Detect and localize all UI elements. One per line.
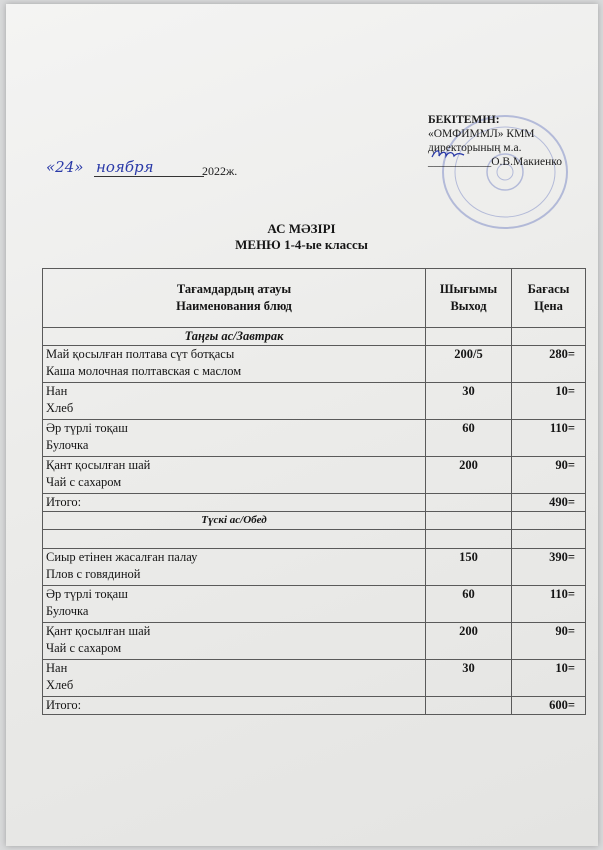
dish-name-cell xyxy=(43,586,426,623)
table-row xyxy=(43,586,586,623)
dish-name-ru: Каша молочная полтавская с маслом xyxy=(46,364,242,378)
dish-name-cell xyxy=(43,623,426,660)
table-row xyxy=(43,660,586,697)
dish-name-ru: Булочка xyxy=(46,438,89,452)
empty-cell xyxy=(426,494,512,512)
header-price-ru: Цена xyxy=(534,299,563,313)
table-row xyxy=(43,420,586,457)
table-row xyxy=(43,346,586,383)
dish-name-kz: Нан xyxy=(46,384,68,398)
empty-cell xyxy=(426,512,512,530)
approval-org: «ОМФИММЛ» КММ xyxy=(428,128,535,140)
menu-table xyxy=(42,268,586,715)
dish-name-kz: Қант қосылған шай xyxy=(46,624,151,638)
dish-price: 390= xyxy=(512,549,586,586)
empty-cell xyxy=(512,512,586,530)
dish-price: 90= xyxy=(512,457,586,494)
dish-name-ru: Плов с говядиной xyxy=(46,567,141,581)
dish-name-cell xyxy=(43,457,426,494)
table-row xyxy=(43,623,586,660)
table-header-row xyxy=(43,269,586,328)
total-row-lunch xyxy=(43,697,586,715)
dish-price: 280= xyxy=(512,346,586,383)
dish-name-cell xyxy=(43,660,426,697)
total-value: 490= xyxy=(512,494,586,512)
total-label: Итого: xyxy=(43,494,426,512)
dish-name-ru: Булочка xyxy=(46,604,89,618)
dish-yield: 60 xyxy=(426,586,512,623)
dish-yield: 30 xyxy=(426,383,512,420)
handwritten-signature xyxy=(430,147,466,161)
date-day: «24» xyxy=(46,158,84,176)
header-price-kz: Бағасы xyxy=(527,282,570,296)
header-name xyxy=(43,269,426,328)
header-name-ru: Наименования блюд xyxy=(176,299,292,313)
dish-name-kz: Май қосылған полтава сүт ботқасы xyxy=(46,347,235,361)
dish-name-ru: Чай с сахаром xyxy=(46,475,122,489)
empty-cell xyxy=(512,530,586,549)
dish-yield: 200 xyxy=(426,457,512,494)
dish-name-kz: Сиыр етінен жасалған палау xyxy=(46,550,198,564)
empty-cell xyxy=(426,697,512,715)
dish-name-kz: Әр түрлі тоқаш xyxy=(46,421,128,435)
dish-price: 90= xyxy=(512,623,586,660)
header-yield xyxy=(426,269,512,328)
header-price xyxy=(512,269,586,328)
date-line xyxy=(42,158,292,182)
dish-yield: 200/5 xyxy=(426,346,512,383)
dish-name-cell xyxy=(43,383,426,420)
total-row-breakfast xyxy=(43,494,586,512)
section-label-lunch: Түскі ас/Обед xyxy=(43,512,426,530)
dish-price: 110= xyxy=(512,420,586,457)
approval-signature-line: ___________О.В.Макиенко xyxy=(428,156,563,168)
blank-row xyxy=(43,530,586,549)
header-name-kz: Тағамдардың атауы xyxy=(176,282,292,296)
header-yield-ru: Выход xyxy=(450,299,487,313)
table-row xyxy=(43,457,586,494)
dish-name-ru: Чай с сахаром xyxy=(46,641,122,655)
table-row xyxy=(43,549,586,586)
empty-cell xyxy=(426,328,512,346)
date-underline xyxy=(94,176,204,177)
dish-name-ru: Хлеб xyxy=(46,678,74,692)
table-row xyxy=(43,383,586,420)
total-label: Итого: xyxy=(43,697,426,715)
dish-name-kz: Қант қосылған шай xyxy=(46,458,151,472)
dish-price: 10= xyxy=(512,660,586,697)
dish-yield: 200 xyxy=(426,623,512,660)
date-year: 2022ж. xyxy=(202,164,238,178)
empty-cell xyxy=(43,530,426,549)
empty-cell xyxy=(426,530,512,549)
dish-price: 110= xyxy=(512,586,586,623)
document-title: АС МӘЗІРІ xyxy=(267,221,336,236)
section-row-breakfast xyxy=(43,328,586,346)
dish-yield: 150 xyxy=(426,549,512,586)
approval-title: БЕКІТЕМІН: xyxy=(428,114,500,126)
section-label-breakfast: Таңғы ас/Завтрак xyxy=(43,328,426,346)
total-value: 600= xyxy=(512,697,586,715)
dish-name-ru: Хлеб xyxy=(46,401,74,415)
document-subtitle: МЕНЮ 1-4-ые классы xyxy=(235,237,368,252)
dish-name-cell xyxy=(43,420,426,457)
date-month: ноября xyxy=(96,158,154,176)
header-yield-kz: Шығымы xyxy=(439,282,498,296)
empty-cell xyxy=(512,328,586,346)
dish-name-kz: Нан xyxy=(46,661,68,675)
dish-name-kz: Әр түрлі тоқаш xyxy=(46,587,128,601)
dish-yield: 30 xyxy=(426,660,512,697)
approval-position: директорының м.а. xyxy=(428,142,522,154)
dish-price: 10= xyxy=(512,383,586,420)
section-row-lunch xyxy=(43,512,586,530)
dish-yield: 60 xyxy=(426,420,512,457)
dish-name-cell xyxy=(43,549,426,586)
dish-name-cell xyxy=(43,346,426,383)
